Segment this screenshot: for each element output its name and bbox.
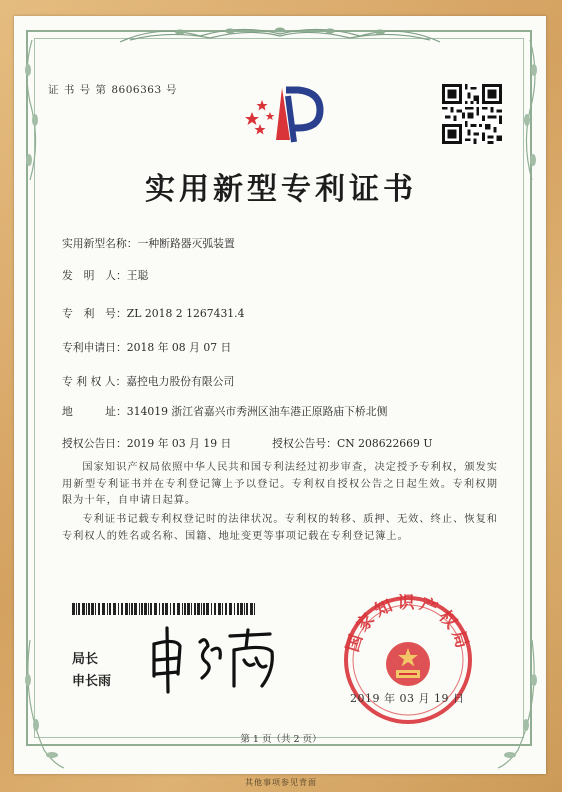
field-value: ZL 2018 2 1267431.4 (126, 307, 245, 320)
barcode-bar (78, 603, 80, 615)
barcode-bar (246, 603, 248, 615)
barcode-bar (254, 603, 255, 615)
page-number: 第 1 页（共 2 页） (240, 734, 322, 745)
barcode-bar (141, 603, 143, 615)
field-address (62, 404, 387, 419)
field-application-date (62, 340, 231, 355)
barcode-bar (244, 603, 245, 615)
barcode-bar (237, 603, 239, 615)
wreath-top-decoration (120, 22, 440, 46)
wreath-right-decoration (520, 40, 542, 180)
barcode-bar (234, 603, 235, 615)
barcode-bar (173, 603, 175, 615)
barcode-bar (203, 603, 205, 615)
barcode-bar (95, 603, 96, 615)
qr-code[interactable] (442, 84, 502, 144)
barcode-bar (72, 603, 75, 615)
barcode-bar (250, 603, 253, 615)
barcode-bar (148, 603, 149, 615)
certificate-number-value: 8606363 (111, 84, 162, 96)
field-label: 授权公告号： (272, 437, 337, 450)
field-label: 专 利 权 人： (62, 375, 127, 388)
barcode-bar (139, 603, 140, 615)
field-label: 发 明 人： (62, 269, 127, 282)
barcode-bar (154, 603, 157, 615)
field-label: 实用新型名称： (62, 237, 138, 250)
barcode-bar (182, 603, 183, 615)
field-value: CN 208622669 U (336, 437, 433, 450)
barcode-bar (125, 603, 128, 615)
barcode-bar (144, 603, 147, 615)
wreath-bottom-right-decoration (498, 640, 542, 770)
certificate-number-suffix: 号 (165, 84, 178, 96)
barcode-bar (98, 603, 100, 615)
barcode-bar (177, 603, 180, 615)
barcode-bar (76, 603, 77, 615)
field-patentee (62, 374, 234, 389)
barcode-bar (222, 603, 223, 615)
field-patent-number (62, 306, 244, 321)
barcode-bar (118, 603, 119, 615)
director-name: 申长雨 (72, 674, 112, 689)
field-inventor (62, 268, 148, 283)
field-value: 嘉控电力股份有限公司 (126, 375, 235, 388)
barcode-bar (229, 603, 232, 615)
barcode-bar (134, 603, 137, 615)
barcode-bar (211, 603, 212, 615)
footer-note: 其他事项参见背面 (245, 778, 317, 787)
field-utility-model-name (62, 236, 235, 251)
field-value: 一种断路器灭弧装置 (137, 237, 235, 250)
barcode-bar (109, 603, 111, 615)
barcode-bar (82, 603, 85, 615)
field-value: 王聪 (126, 269, 149, 282)
official-seal (338, 594, 478, 726)
cnipa-logo (242, 82, 326, 144)
barcode-bar (170, 603, 171, 615)
field-value: 2018 年 08 月 07 日 (126, 341, 232, 354)
seal-date: 2019 年 03 月 19 日 (350, 692, 465, 705)
barcode-bar (162, 603, 164, 615)
barcode-bar (91, 603, 94, 615)
certificate-number (48, 82, 177, 97)
seal-text: 国家知识产权局 (342, 594, 474, 655)
barcode-bar (131, 603, 133, 615)
barcode-bar (88, 603, 90, 615)
certificate-body-paragraph-2: 专利证书记载专利权登记时的法律状况。专利权的转移、质押、无效、终止、恢复和专利权人的姓名或名称、国籍、地址变更等事项记载在专利登记簿上。 (62, 514, 498, 542)
barcode-bar (197, 603, 200, 615)
wreath-bottom-left-decoration (20, 640, 64, 770)
barcode-bar (86, 603, 87, 615)
barcode-bar (129, 603, 130, 615)
barcode-bar (107, 603, 108, 615)
certificate-body-paragraph-1: 国家知识产权局依照中华人民共和国专利法经过初步审查，决定授予专利权，颁发实用新型专利证书并在专利登记簿上予以登记。专利权自授权公告之日起生效。专利权期限为十年，自申请日起算。 (62, 462, 498, 506)
certificate-title: 实用新型专利证书 (145, 172, 417, 207)
barcode-bar (218, 603, 221, 615)
barcode-bar (121, 603, 123, 615)
director-title: 局长 (72, 652, 99, 667)
barcode-bar (201, 603, 202, 615)
barcode-bar (194, 603, 196, 615)
barcode-bar (240, 603, 243, 615)
barcode-bar (225, 603, 227, 615)
barcode-bar (214, 603, 216, 615)
barcode-bar (187, 603, 190, 615)
barcode (72, 603, 256, 615)
barcode-bar (150, 603, 152, 615)
barcode-bar (113, 603, 116, 615)
barcode-bar (184, 603, 186, 615)
certificate-number-label: 证 书 号 第 (48, 84, 108, 96)
wreath-left-decoration (20, 40, 42, 180)
field-value: 314019 浙江省嘉兴市秀洲区油车港正原路庙下桥北侧 (126, 405, 388, 418)
barcode-bar (165, 603, 168, 615)
barcode-bar (206, 603, 209, 615)
field-label: 授权公告日： (62, 437, 127, 450)
barcode-bar (102, 603, 105, 615)
director-signature (148, 620, 298, 696)
field-grant-announcement-date (62, 436, 432, 451)
barcode-bar (159, 603, 160, 615)
barcode-bar (191, 603, 192, 615)
field-value: 2019 年 03 月 19 日 (126, 437, 232, 450)
field-label: 专 利 号： (62, 307, 127, 320)
field-label: 专利申请日： (62, 341, 127, 354)
field-label: 地 址： (62, 405, 127, 418)
